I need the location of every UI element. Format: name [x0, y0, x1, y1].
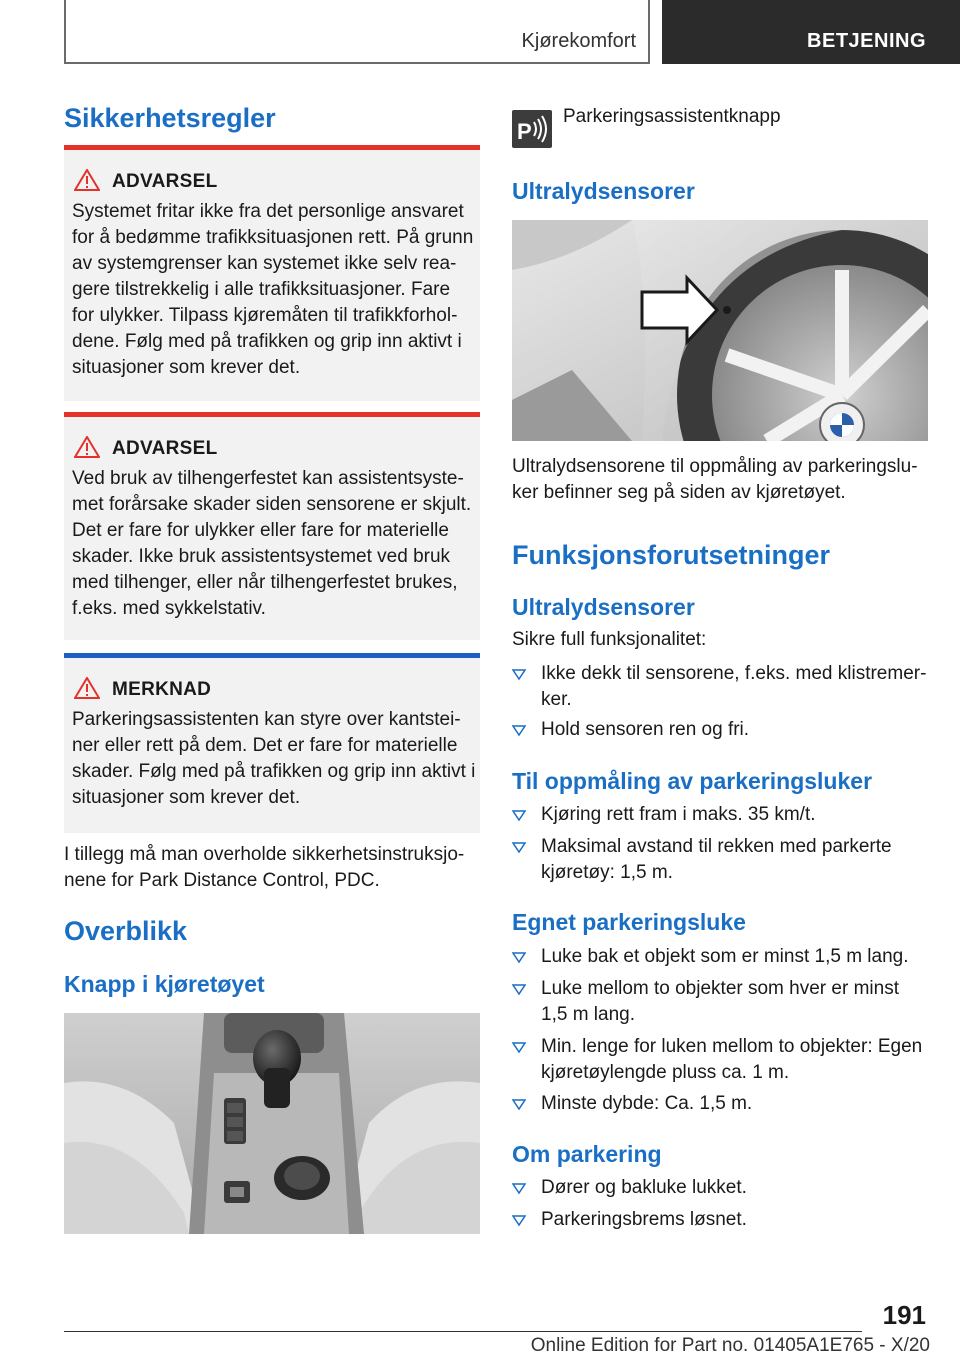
list-item: Hold sensoren ren og fri. — [512, 717, 928, 743]
header-chapter-tab — [662, 0, 960, 64]
bullet-triangle-icon — [512, 1040, 526, 1054]
parking-assistant-button-icon — [512, 110, 552, 148]
warning-box-2 — [64, 412, 480, 640]
notice-triangle-icon — [74, 677, 100, 699]
heading-safety-rules: Sikkerhetsregler — [64, 103, 276, 133]
header-rule-bottom — [64, 62, 650, 64]
bullet-triangle-icon — [512, 667, 526, 681]
bullet-triangle-icon — [512, 950, 526, 964]
heading-prerequisites: Funksjonsforutsetninger — [512, 540, 831, 570]
notice-box — [64, 653, 480, 833]
warning-text: Ved bruk av tilhengerfestet kan assistentsystemet forårsake skader siden sensorene er skjult. Det er fare for ulykker eller fare for materielle skader. Ikke bruk assistentsystemet ved bruk med tilhenger, eller når tilhengerfestet brukes, f.eks. med sykkelstativ. — [72, 468, 472, 619]
list-item: Luke mellom to objekter som hver er minst 1,5 m lang. — [512, 976, 928, 1028]
notice-bar — [64, 653, 480, 658]
bullet-triangle-icon — [512, 1181, 526, 1195]
warning-bar — [64, 412, 480, 417]
header-chapter-label: BETJENING — [807, 30, 926, 52]
parking-assistant-button-label: Parkeringsassistentknapp — [563, 106, 781, 127]
center-console-photo — [64, 1013, 480, 1234]
safety-note: I tillegg må man overholde sikkerhetsinstruksjonene for Park Distance Control, PDC. — [64, 844, 465, 891]
list-item: Parkeringsbrems løsnet. — [512, 1207, 928, 1233]
heading-about-parking: Om parkering — [512, 1141, 662, 1167]
bullet-triangle-icon — [512, 1097, 526, 1111]
warning-text: Systemet fritar ikke fra det personlige ansvaret for å bedømme trafikksituasjonen rett. På grunn av systemgrenser kan systemet ikke selv reagere tilstrekkelig i alle trafikksituasjoner. Fare for ulykker. Tilpass kjøremåten til trafikkforholdene. Følg med på trafikken og grip inn aktivt i situasjoner som krever det. — [72, 201, 474, 378]
list-item: Min. lenge for luken mellom to objekter: Egen kjøretøylengde pluss ca. 1 m. — [512, 1034, 928, 1086]
footer-edition: Online Edition for Part no. 01405A1E765 - X/20 — [530, 1335, 930, 1356]
prereq-intro: Sikre full funksjonalitet: — [512, 629, 707, 650]
warning-bar — [64, 145, 480, 150]
heading-prereq-sensors: Ultralydsensorer — [512, 594, 695, 620]
header-section-title: Kjørekomfort — [521, 30, 636, 52]
bullet-triangle-icon — [512, 723, 526, 737]
list-item: Ikke dekk til sensorene, f.eks. med klistremerker. — [512, 661, 928, 713]
ultrasonic-caption: Ultralydsensorene til oppmåling av parkeringsluker befinner seg på siden av kjøretøyet. — [512, 456, 918, 503]
bullet-triangle-icon — [512, 982, 526, 996]
list-item: Luke bak et objekt som er minst 1,5 m lang. — [512, 944, 928, 970]
warning-label: ADVARSEL — [112, 171, 218, 192]
heading-overview: Overblikk — [64, 916, 188, 946]
list-item: Minste dybde: Ca. 1,5 m. — [512, 1091, 928, 1117]
heading-measuring: Til oppmåling av parkeringsluker — [512, 768, 873, 794]
list-item: Kjøring rett fram i maks. 35 km/t. — [512, 802, 928, 828]
warning-triangle-icon — [74, 436, 100, 458]
footer-rule — [64, 1331, 862, 1332]
header-rule-divider — [648, 0, 650, 64]
warning-triangle-icon — [74, 169, 100, 191]
header-rule-left — [64, 0, 66, 64]
list-item: Dører og bakluke lukket. — [512, 1175, 928, 1201]
notice-label: MERKNAD — [112, 679, 212, 700]
page-number: 191 — [882, 1300, 926, 1330]
bullet-triangle-icon — [512, 1213, 526, 1227]
bullet-triangle-icon — [512, 840, 526, 854]
bullet-triangle-icon — [512, 808, 526, 822]
heading-suitable-spot: Egnet parkeringsluke — [512, 909, 746, 935]
svg-text:P: P — [517, 119, 532, 144]
list-item: Maksimal avstand til rekken med parkerte kjøretøy: 1,5 m. — [512, 834, 928, 886]
notice-text: Parkeringsassistenten kan styre over kantsteiner eller rett på dem. Det er fare for materielle skader. Følg med på trafikken og grip inn aktivt i situasjoner som krever det. — [72, 709, 476, 808]
heading-button-in-vehicle: Knapp i kjøretøyet — [64, 971, 265, 997]
wheel-sensor-photo — [512, 220, 928, 441]
warning-box-1 — [64, 145, 480, 401]
warning-label: ADVARSEL — [112, 438, 218, 459]
heading-ultrasonic-sensors: Ultralydsensorer — [512, 178, 695, 204]
